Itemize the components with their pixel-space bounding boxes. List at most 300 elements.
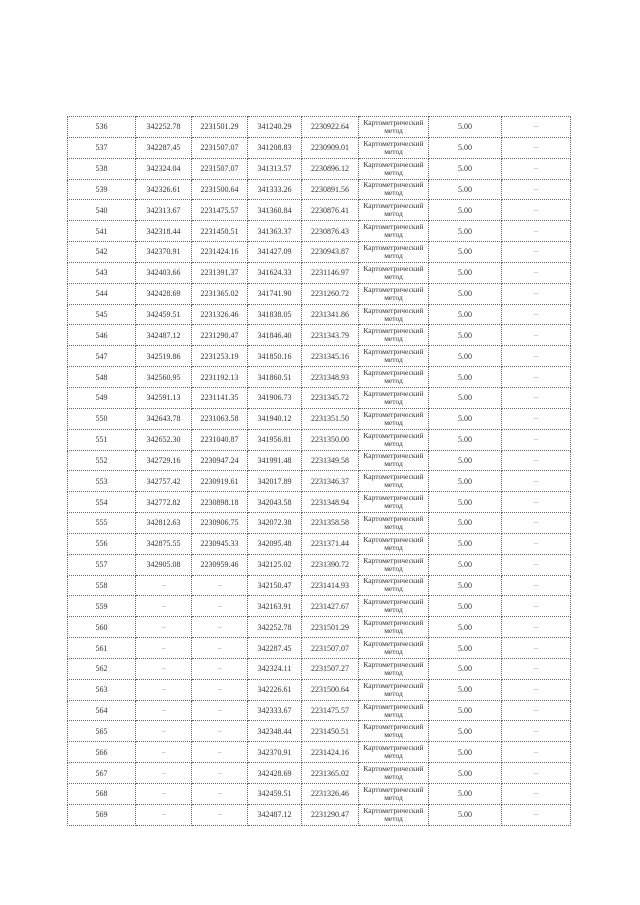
point-number-cell: 562	[68, 658, 136, 679]
method-cell: Картометрический метод	[359, 679, 429, 700]
y-new-cell: 2231290.47	[302, 804, 359, 825]
method-cell: Картометрический метод	[359, 513, 429, 534]
method-cell: Картометрический метод	[359, 721, 429, 742]
method-cell: Картометрический метод	[359, 367, 429, 388]
note-cell: –	[502, 658, 571, 679]
y-old-cell: 2231391.37	[192, 262, 248, 283]
y-old-cell: –	[192, 721, 248, 742]
x-new-cell: 342163.91	[248, 596, 302, 617]
accuracy-cell: 5.00	[429, 117, 502, 138]
table-row	[68, 575, 571, 596]
point-number-cell: 560	[68, 617, 136, 638]
note-cell: –	[502, 513, 571, 534]
method-cell: Картометрический метод	[359, 283, 429, 304]
y-new-cell: 2231350.00	[302, 429, 359, 450]
accuracy-cell: 5.00	[429, 596, 502, 617]
y-new-cell: 2230943.87	[302, 242, 359, 263]
note-cell: –	[502, 471, 571, 492]
note-cell: –	[502, 492, 571, 513]
x-old-cell: 342403.66	[136, 262, 192, 283]
y-old-cell: –	[192, 784, 248, 805]
accuracy-cell: 5.00	[429, 387, 502, 408]
note-cell: –	[502, 408, 571, 429]
method-cell: Картометрический метод	[359, 700, 429, 721]
table-row	[68, 742, 571, 763]
note-cell: –	[502, 283, 571, 304]
y-old-cell: –	[192, 638, 248, 659]
x-old-cell: –	[136, 679, 192, 700]
y-new-cell: 2231507.07	[302, 638, 359, 659]
x-new-cell: 341956.81	[248, 429, 302, 450]
note-cell: –	[502, 554, 571, 575]
x-new-cell: 342226.61	[248, 679, 302, 700]
accuracy-cell: 5.00	[429, 283, 502, 304]
point-number-cell: 542	[68, 242, 136, 263]
point-number-cell: 565	[68, 721, 136, 742]
y-new-cell: 2231501.29	[302, 617, 359, 638]
y-new-cell: 2231371.44	[302, 533, 359, 554]
table-row	[68, 179, 571, 200]
y-new-cell: 2231358.58	[302, 513, 359, 534]
x-new-cell: 342370.91	[248, 742, 302, 763]
note-cell: –	[502, 158, 571, 179]
x-new-cell: 341427.09	[248, 242, 302, 263]
note-cell: –	[502, 804, 571, 825]
note-cell: –	[502, 200, 571, 221]
x-new-cell: 342150.47	[248, 575, 302, 596]
accuracy-cell: 5.00	[429, 742, 502, 763]
x-old-cell: –	[136, 575, 192, 596]
table-row	[68, 471, 571, 492]
table-row	[68, 429, 571, 450]
x-old-cell: 342428.69	[136, 283, 192, 304]
x-old-cell: 342519.86	[136, 346, 192, 367]
y-old-cell: –	[192, 804, 248, 825]
table-row	[68, 638, 571, 659]
coordinates-table-container	[67, 116, 570, 826]
method-cell: Картометрический метод	[359, 429, 429, 450]
y-new-cell: 2231345.72	[302, 387, 359, 408]
table-row	[68, 304, 571, 325]
accuracy-cell: 5.00	[429, 533, 502, 554]
accuracy-cell: 5.00	[429, 158, 502, 179]
accuracy-cell: 5.00	[429, 262, 502, 283]
y-old-cell: 2231365.02	[192, 283, 248, 304]
y-new-cell: 2230891.56	[302, 179, 359, 200]
method-cell: Картометрический метод	[359, 742, 429, 763]
accuracy-cell: 5.00	[429, 492, 502, 513]
y-new-cell: 2230922.64	[302, 117, 359, 138]
x-new-cell: 342043.58	[248, 492, 302, 513]
y-old-cell: 2231253.19	[192, 346, 248, 367]
y-old-cell: 2231141.35	[192, 387, 248, 408]
x-new-cell: 342348.44	[248, 721, 302, 742]
y-new-cell: 2231351.50	[302, 408, 359, 429]
note-cell: –	[502, 304, 571, 325]
x-old-cell: 342370.91	[136, 242, 192, 263]
point-number-cell: 566	[68, 742, 136, 763]
table-row	[68, 492, 571, 513]
x-old-cell: 342652.30	[136, 429, 192, 450]
x-new-cell: 342333.67	[248, 700, 302, 721]
y-old-cell: –	[192, 700, 248, 721]
point-number-cell: 544	[68, 283, 136, 304]
y-new-cell: 2231348.93	[302, 367, 359, 388]
y-old-cell: 2231475.57	[192, 200, 248, 221]
x-old-cell: 342324.04	[136, 158, 192, 179]
coordinates-table	[67, 116, 571, 826]
table-row	[68, 658, 571, 679]
point-number-cell: 569	[68, 804, 136, 825]
accuracy-cell: 5.00	[429, 554, 502, 575]
method-cell: Картометрический метод	[359, 325, 429, 346]
x-new-cell: 342072.38	[248, 513, 302, 534]
method-cell: Картометрический метод	[359, 575, 429, 596]
y-old-cell: –	[192, 742, 248, 763]
accuracy-cell: 5.00	[429, 137, 502, 158]
y-old-cell: 2231500.64	[192, 179, 248, 200]
method-cell: Картометрический метод	[359, 242, 429, 263]
x-old-cell: 342905.08	[136, 554, 192, 575]
y-new-cell: 2231345.16	[302, 346, 359, 367]
x-new-cell: 341850.16	[248, 346, 302, 367]
x-new-cell: 342287.45	[248, 638, 302, 659]
y-old-cell: 2231507.07	[192, 137, 248, 158]
method-cell: Картометрический метод	[359, 408, 429, 429]
table-row	[68, 617, 571, 638]
x-old-cell: –	[136, 596, 192, 617]
x-old-cell: 342729.16	[136, 450, 192, 471]
point-number-cell: 553	[68, 471, 136, 492]
point-number-cell: 545	[68, 304, 136, 325]
x-old-cell: –	[136, 742, 192, 763]
accuracy-cell: 5.00	[429, 471, 502, 492]
x-new-cell: 341240.29	[248, 117, 302, 138]
y-old-cell: 2231507.07	[192, 158, 248, 179]
accuracy-cell: 5.00	[429, 367, 502, 388]
table-row	[68, 721, 571, 742]
y-old-cell: 2231040.87	[192, 429, 248, 450]
x-old-cell: –	[136, 638, 192, 659]
point-number-cell: 548	[68, 367, 136, 388]
x-new-cell: 341846.40	[248, 325, 302, 346]
x-new-cell: 341624.33	[248, 262, 302, 283]
method-cell: Картометрический метод	[359, 387, 429, 408]
note-cell: –	[502, 117, 571, 138]
note-cell: –	[502, 221, 571, 242]
y-old-cell: 2231501.29	[192, 117, 248, 138]
note-cell: –	[502, 784, 571, 805]
table-row	[68, 242, 571, 263]
x-new-cell: 341860.51	[248, 367, 302, 388]
x-old-cell: –	[136, 658, 192, 679]
y-old-cell: 2231290.47	[192, 325, 248, 346]
point-number-cell: 557	[68, 554, 136, 575]
point-number-cell: 537	[68, 137, 136, 158]
method-cell: Картометрический метод	[359, 200, 429, 221]
y-new-cell: 2231450.51	[302, 721, 359, 742]
point-number-cell: 538	[68, 158, 136, 179]
x-new-cell: 341363.37	[248, 221, 302, 242]
y-new-cell: 2230876.41	[302, 200, 359, 221]
table-row	[68, 117, 571, 138]
note-cell: –	[502, 179, 571, 200]
y-new-cell: 2231343.79	[302, 325, 359, 346]
method-cell: Картометрический метод	[359, 304, 429, 325]
y-old-cell: 2231326.46	[192, 304, 248, 325]
x-new-cell: 342459.51	[248, 784, 302, 805]
x-new-cell: 342125.02	[248, 554, 302, 575]
point-number-cell: 568	[68, 784, 136, 805]
x-new-cell: 341208.83	[248, 137, 302, 158]
table-row	[68, 137, 571, 158]
x-new-cell: 341360.84	[248, 200, 302, 221]
table-row	[68, 450, 571, 471]
x-old-cell: 342459.51	[136, 304, 192, 325]
y-old-cell: –	[192, 763, 248, 784]
y-new-cell: 2230909.01	[302, 137, 359, 158]
x-new-cell: 341940.12	[248, 408, 302, 429]
y-new-cell: 2230876.43	[302, 221, 359, 242]
x-old-cell: 342287.45	[136, 137, 192, 158]
note-cell: –	[502, 325, 571, 346]
x-old-cell: –	[136, 700, 192, 721]
x-old-cell: 342875.55	[136, 533, 192, 554]
point-number-cell: 540	[68, 200, 136, 221]
y-new-cell: 2231427.67	[302, 596, 359, 617]
table-row	[68, 513, 571, 534]
x-old-cell: 342757.42	[136, 471, 192, 492]
accuracy-cell: 5.00	[429, 325, 502, 346]
point-number-cell: 551	[68, 429, 136, 450]
x-old-cell: 342313.67	[136, 200, 192, 221]
note-cell: –	[502, 533, 571, 554]
x-new-cell: 341838.05	[248, 304, 302, 325]
y-new-cell: 2231424.16	[302, 742, 359, 763]
x-old-cell: –	[136, 804, 192, 825]
y-new-cell: 2231365.02	[302, 763, 359, 784]
note-cell: –	[502, 387, 571, 408]
y-old-cell: 2231192.13	[192, 367, 248, 388]
y-old-cell: 2230945.33	[192, 533, 248, 554]
x-new-cell: 342095.48	[248, 533, 302, 554]
table-row	[68, 158, 571, 179]
accuracy-cell: 5.00	[429, 638, 502, 659]
accuracy-cell: 5.00	[429, 221, 502, 242]
accuracy-cell: 5.00	[429, 658, 502, 679]
note-cell: –	[502, 700, 571, 721]
y-new-cell: 2230896.12	[302, 158, 359, 179]
y-old-cell: –	[192, 596, 248, 617]
y-new-cell: 2231507.27	[302, 658, 359, 679]
accuracy-cell: 5.00	[429, 200, 502, 221]
x-old-cell: 342643.78	[136, 408, 192, 429]
note-cell: –	[502, 262, 571, 283]
x-old-cell: 342812.63	[136, 513, 192, 534]
accuracy-cell: 5.00	[429, 575, 502, 596]
point-number-cell: 563	[68, 679, 136, 700]
y-old-cell: 2230898.18	[192, 492, 248, 513]
point-number-cell: 561	[68, 638, 136, 659]
point-number-cell: 546	[68, 325, 136, 346]
note-cell: –	[502, 367, 571, 388]
y-old-cell: –	[192, 679, 248, 700]
x-old-cell: 342560.95	[136, 367, 192, 388]
table-row	[68, 784, 571, 805]
point-number-cell: 559	[68, 596, 136, 617]
x-old-cell: –	[136, 617, 192, 638]
accuracy-cell: 5.00	[429, 700, 502, 721]
point-number-cell: 543	[68, 262, 136, 283]
table-row	[68, 533, 571, 554]
note-cell: –	[502, 721, 571, 742]
method-cell: Картометрический метод	[359, 346, 429, 367]
accuracy-cell: 5.00	[429, 179, 502, 200]
note-cell: –	[502, 679, 571, 700]
accuracy-cell: 5.00	[429, 346, 502, 367]
accuracy-cell: 5.00	[429, 721, 502, 742]
table-row	[68, 700, 571, 721]
x-new-cell: 341741.90	[248, 283, 302, 304]
accuracy-cell: 5.00	[429, 408, 502, 429]
method-cell: Картометрический метод	[359, 658, 429, 679]
y-new-cell: 2231326.46	[302, 784, 359, 805]
point-number-cell: 558	[68, 575, 136, 596]
x-new-cell: 342428.69	[248, 763, 302, 784]
note-cell: –	[502, 450, 571, 471]
point-number-cell: 564	[68, 700, 136, 721]
y-old-cell: 2230906.75	[192, 513, 248, 534]
note-cell: –	[502, 596, 571, 617]
accuracy-cell: 5.00	[429, 450, 502, 471]
method-cell: Картометрический метод	[359, 533, 429, 554]
method-cell: Картометрический метод	[359, 221, 429, 242]
method-cell: Картометрический метод	[359, 763, 429, 784]
y-new-cell: 2231346.37	[302, 471, 359, 492]
y-new-cell: 2231500.64	[302, 679, 359, 700]
method-cell: Картометрический метод	[359, 804, 429, 825]
y-new-cell: 2231414.93	[302, 575, 359, 596]
accuracy-cell: 5.00	[429, 763, 502, 784]
point-number-cell: 547	[68, 346, 136, 367]
x-old-cell: 342487.12	[136, 325, 192, 346]
x-old-cell: 342318.44	[136, 221, 192, 242]
point-number-cell: 536	[68, 117, 136, 138]
note-cell: –	[502, 638, 571, 659]
x-old-cell: 342252.78	[136, 117, 192, 138]
table-row	[68, 262, 571, 283]
point-number-cell: 556	[68, 533, 136, 554]
method-cell: Картометрический метод	[359, 784, 429, 805]
y-old-cell: –	[192, 617, 248, 638]
note-cell: –	[502, 575, 571, 596]
x-new-cell: 342324.11	[248, 658, 302, 679]
y-old-cell: 2230947.24	[192, 450, 248, 471]
method-cell: Картометрический метод	[359, 179, 429, 200]
table-row	[68, 325, 571, 346]
point-number-cell: 539	[68, 179, 136, 200]
x-old-cell: 342326.61	[136, 179, 192, 200]
x-old-cell: 342591.13	[136, 387, 192, 408]
x-old-cell: 342772.82	[136, 492, 192, 513]
table-row	[68, 596, 571, 617]
table-body	[68, 117, 571, 826]
accuracy-cell: 5.00	[429, 617, 502, 638]
y-old-cell: –	[192, 575, 248, 596]
table-row	[68, 346, 571, 367]
table-row	[68, 367, 571, 388]
accuracy-cell: 5.00	[429, 804, 502, 825]
y-new-cell: 2231475.57	[302, 700, 359, 721]
y-old-cell: 2230959.46	[192, 554, 248, 575]
y-new-cell: 2231341.86	[302, 304, 359, 325]
table-row	[68, 554, 571, 575]
table-row	[68, 221, 571, 242]
table-row	[68, 283, 571, 304]
table-row	[68, 763, 571, 784]
method-cell: Картометрический метод	[359, 471, 429, 492]
y-new-cell: 2231146.97	[302, 262, 359, 283]
y-new-cell: 2231260.72	[302, 283, 359, 304]
note-cell: –	[502, 742, 571, 763]
y-new-cell: 2231390.72	[302, 554, 359, 575]
note-cell: –	[502, 429, 571, 450]
method-cell: Картометрический метод	[359, 638, 429, 659]
note-cell: –	[502, 617, 571, 638]
accuracy-cell: 5.00	[429, 429, 502, 450]
method-cell: Картометрический метод	[359, 596, 429, 617]
y-old-cell: 2231424.16	[192, 242, 248, 263]
point-number-cell: 541	[68, 221, 136, 242]
y-old-cell: –	[192, 658, 248, 679]
x-new-cell: 342487.12	[248, 804, 302, 825]
table-row	[68, 679, 571, 700]
method-cell: Картометрический метод	[359, 617, 429, 638]
accuracy-cell: 5.00	[429, 242, 502, 263]
table-row	[68, 387, 571, 408]
point-number-cell: 567	[68, 763, 136, 784]
point-number-cell: 550	[68, 408, 136, 429]
y-new-cell: 2231348.94	[302, 492, 359, 513]
method-cell: Картометрический метод	[359, 117, 429, 138]
x-old-cell: –	[136, 784, 192, 805]
y-new-cell: 2231349.58	[302, 450, 359, 471]
x-new-cell: 341313.57	[248, 158, 302, 179]
method-cell: Картометрический метод	[359, 137, 429, 158]
x-old-cell: –	[136, 763, 192, 784]
accuracy-cell: 5.00	[429, 784, 502, 805]
x-new-cell: 342017.89	[248, 471, 302, 492]
table-row	[68, 804, 571, 825]
y-old-cell: 2230919.61	[192, 471, 248, 492]
method-cell: Картометрический метод	[359, 450, 429, 471]
point-number-cell: 552	[68, 450, 136, 471]
method-cell: Картометрический метод	[359, 262, 429, 283]
x-new-cell: 341991.48	[248, 450, 302, 471]
method-cell: Картометрический метод	[359, 492, 429, 513]
table-row	[68, 200, 571, 221]
note-cell: –	[502, 242, 571, 263]
note-cell: –	[502, 763, 571, 784]
point-number-cell: 555	[68, 513, 136, 534]
point-number-cell: 554	[68, 492, 136, 513]
y-old-cell: 2231063.58	[192, 408, 248, 429]
x-old-cell: –	[136, 721, 192, 742]
point-number-cell: 549	[68, 387, 136, 408]
note-cell: –	[502, 137, 571, 158]
note-cell: –	[502, 346, 571, 367]
accuracy-cell: 5.00	[429, 679, 502, 700]
